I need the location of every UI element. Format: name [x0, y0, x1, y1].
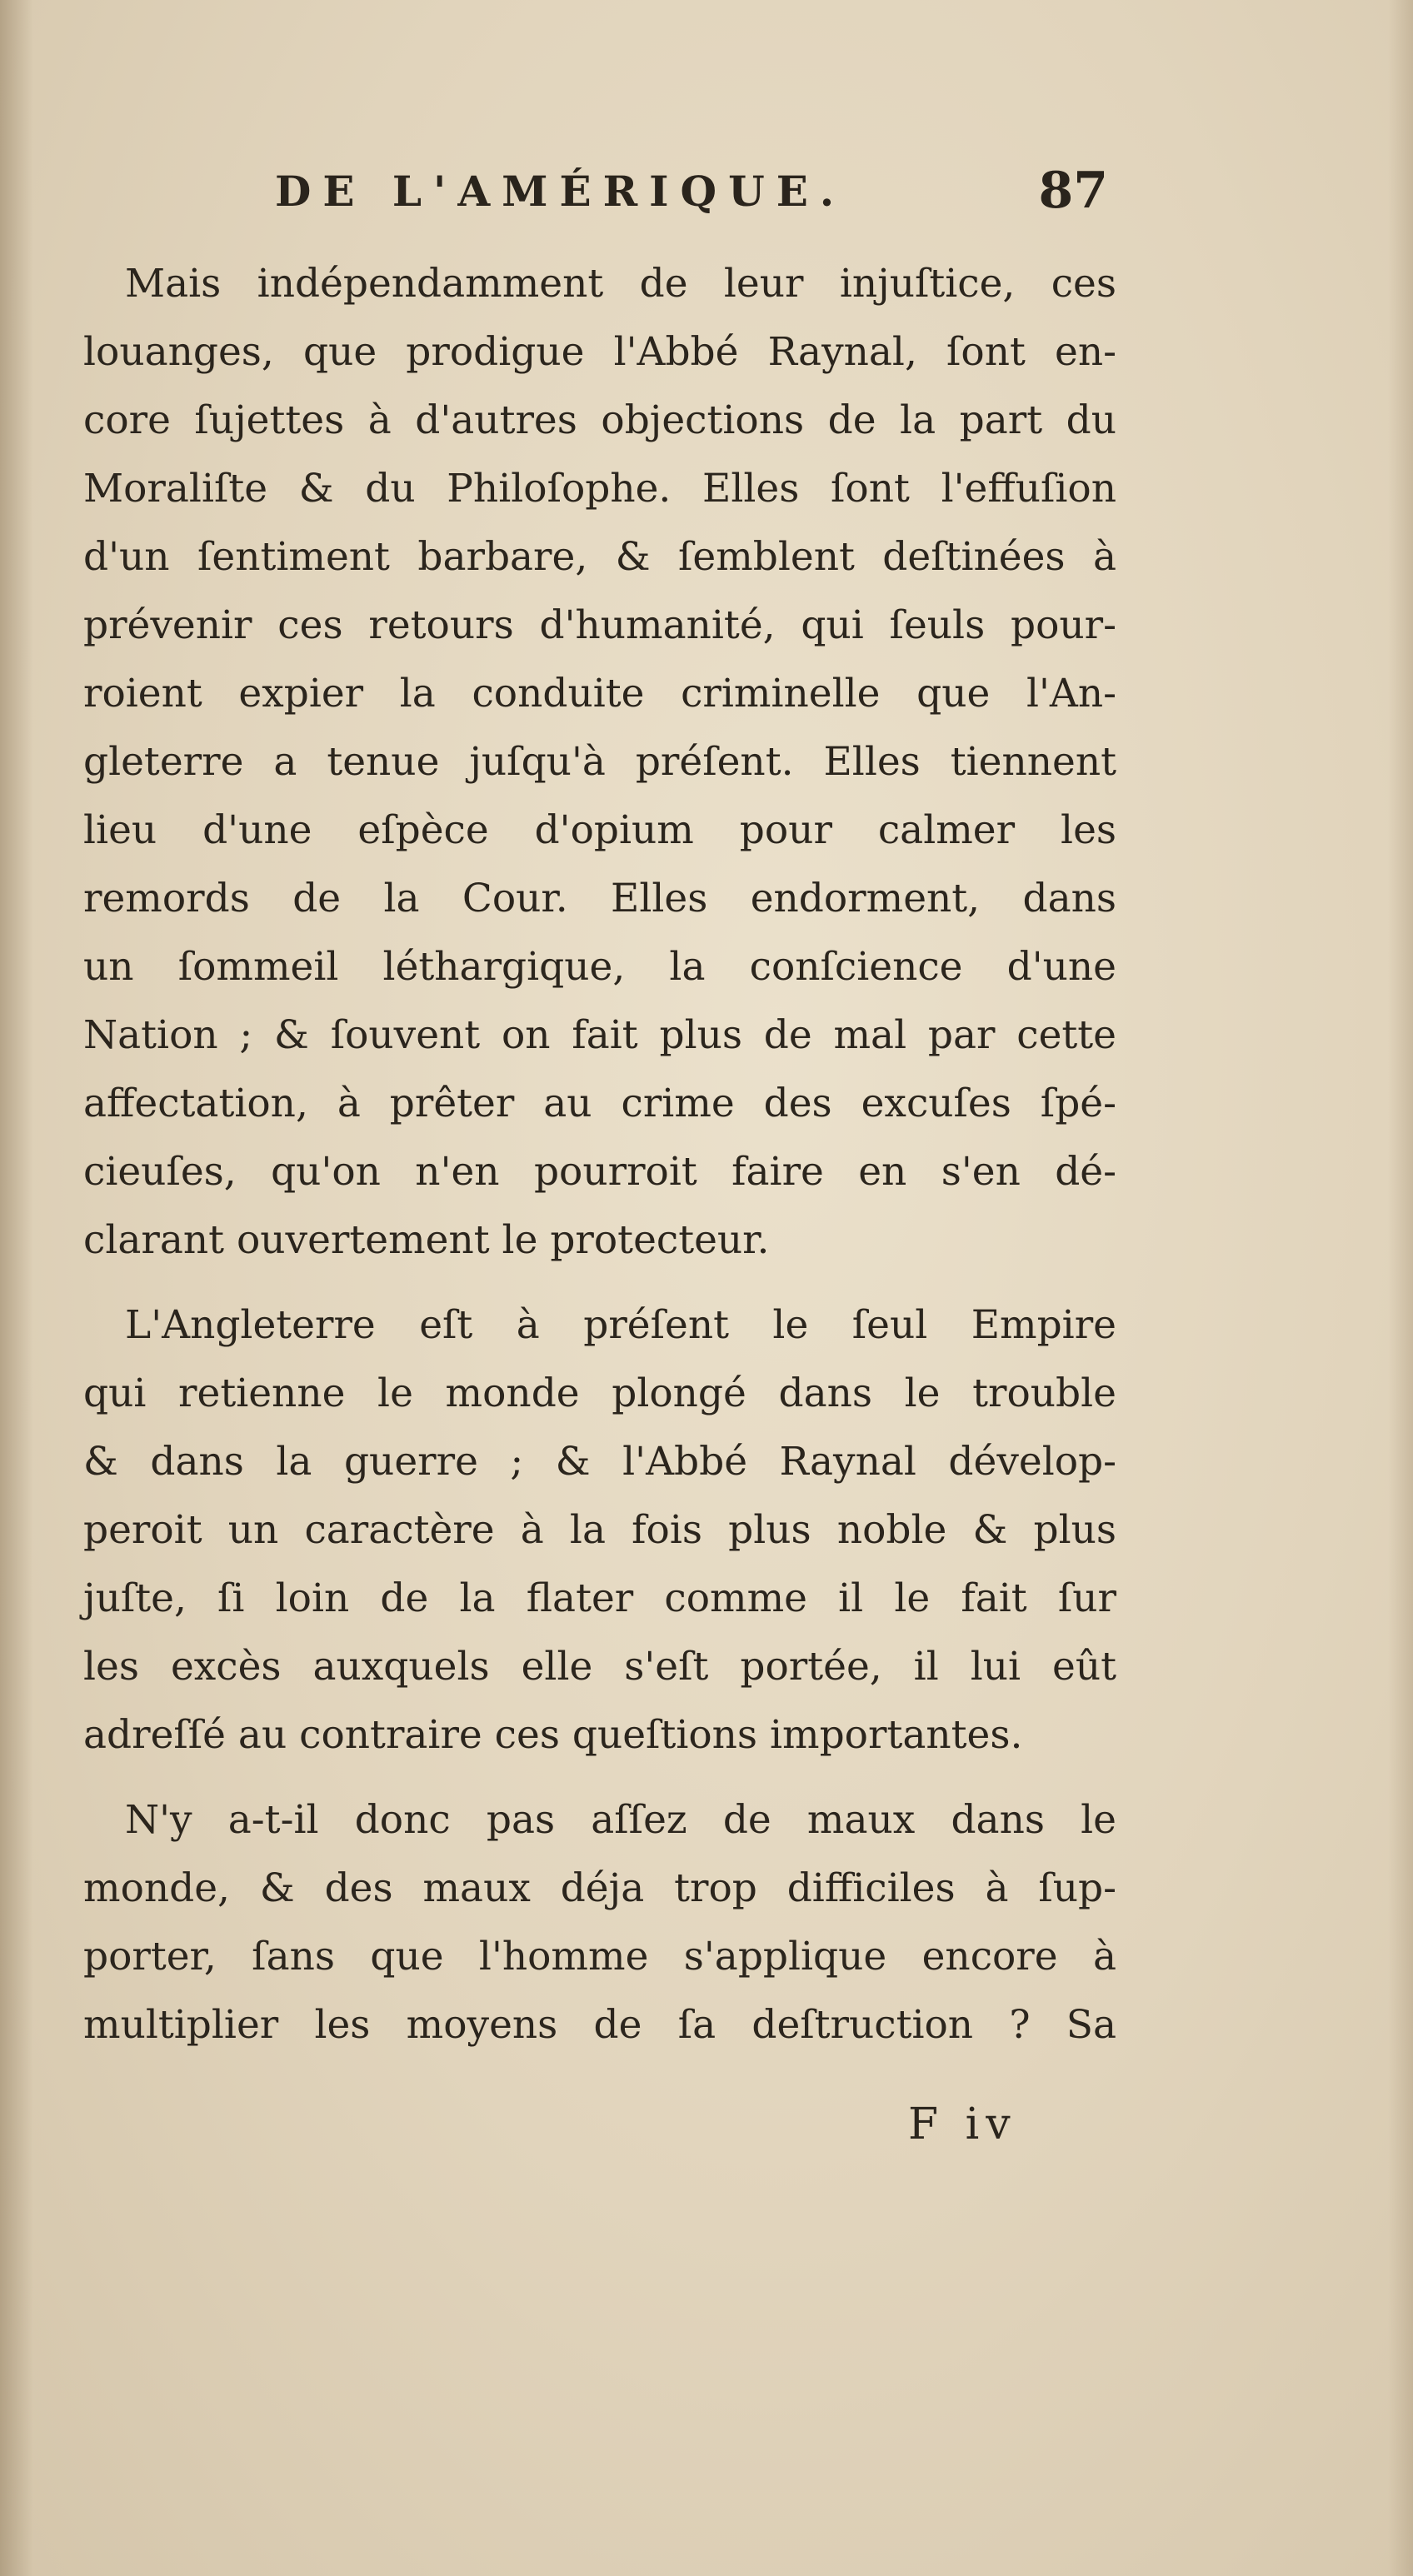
paragraph-spacer	[83, 1770, 1116, 1786]
paragraph-spacer	[83, 1275, 1116, 1291]
text-line: louanges, que prodigue l'Abbé Raynal, ſont en-	[83, 329, 1116, 375]
page-number: 87	[1038, 162, 1108, 220]
text-line: les excès auxquels elle s'eſt portée, il lui eût	[83, 1644, 1116, 1690]
text-line: lieu d'une eſpèce d'opium pour calmer les	[83, 807, 1116, 853]
text-line: roient expier la conduite criminelle que l'An-	[83, 671, 1116, 716]
text-line: Moraliſte & du Philoſophe. Elles ſont l'effuſion	[83, 466, 1116, 512]
text-line: core ſujettes à d'autres objections de la part du	[83, 397, 1116, 443]
text-line: Mais indépendamment de leur injuſtice, ces	[125, 261, 1116, 307]
running-head: DE L'AMÉRIQUE.	[275, 167, 846, 216]
text-line: L'Angleterre eſt à préſent le ſeul Empire	[125, 1302, 1116, 1348]
text-line: cieuſes, qu'on n'en pourroit faire en s'en dé-	[83, 1149, 1116, 1195]
text-line: qui retienne le monde plongé dans le trouble	[83, 1370, 1116, 1416]
text-line: N'y a-t-il donc pas aſſez de maux dans le	[125, 1797, 1116, 1843]
text-line: adreſſé au contraire ces queſtions importantes.	[83, 1712, 1023, 1758]
text-line: monde, & des maux déja trop difficiles à ſup-	[83, 1865, 1116, 1911]
text-line: & dans la guerre ; & l'Abbé Raynal dévelop-	[83, 1439, 1116, 1485]
paragraph-2	[83, 1291, 1116, 1770]
page-edge-shadow	[1388, 0, 1413, 2576]
text-line: clarant ouvertement le protecteur.	[83, 1217, 770, 1263]
text-line: un ſommeil léthargique, la conſcience d'une	[83, 944, 1116, 990]
page-header	[275, 162, 1108, 225]
text-line: porter, ſans que l'homme s'applique encore à	[83, 1934, 1116, 1979]
page-gutter-shadow	[0, 0, 33, 2576]
text-line: remords de la Cour. Elles endorment, dans	[83, 876, 1116, 921]
text-line: prévenir ces retours d'humanité, qui ſeuls pour-	[83, 602, 1116, 648]
text-line: multiplier les moyens de ſa deſtruction ? Sa	[83, 2002, 1116, 2048]
body-text	[83, 250, 1116, 2059]
text-line: d'un ſentiment barbare, & ſemblent deſtinées à	[83, 534, 1116, 580]
text-line: Nation ; & ſouvent on fait plus de mal par cette	[83, 1012, 1116, 1058]
text-line: peroit un caractère à la fois plus noble & plus	[83, 1507, 1116, 1553]
signature-mark: F iv	[908, 2099, 1017, 2149]
paragraph-3	[83, 1786, 1116, 2059]
text-line: gleterre a tenue juſqu'à préſent. Elles tiennent	[83, 739, 1116, 785]
text-line: juſte, ſi loin de la flater comme il le fait ſur	[83, 1575, 1116, 1621]
paragraph-1	[83, 250, 1116, 1275]
text-line: affectation, à prêter au crime des excuſes ſpé-	[83, 1081, 1116, 1126]
